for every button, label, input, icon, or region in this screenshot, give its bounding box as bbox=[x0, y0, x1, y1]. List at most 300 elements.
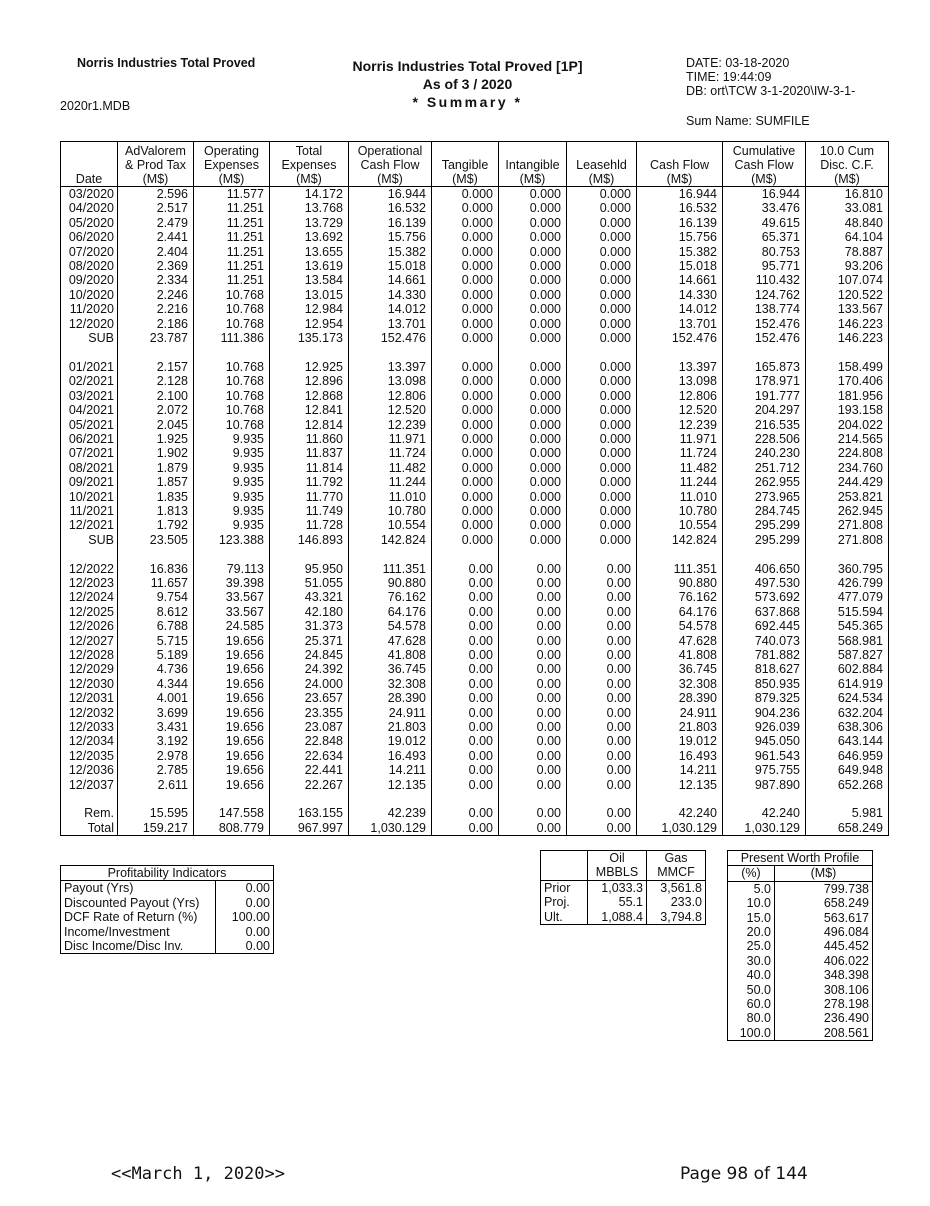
cell-value: 0.00 bbox=[499, 706, 567, 720]
cell-value: 0.00 bbox=[499, 590, 567, 604]
cell-value: 0.00 bbox=[432, 806, 499, 820]
cell-value: 95.771 bbox=[723, 259, 806, 273]
cell-value: 10.768 bbox=[194, 288, 270, 302]
table-row bbox=[61, 230, 889, 244]
cell-value: 2.785 bbox=[118, 763, 194, 777]
cell-value: 692.445 bbox=[723, 619, 806, 633]
cell-value: 646.959 bbox=[806, 749, 889, 763]
column-header-line: 10.0 Cum bbox=[819, 144, 875, 158]
row-date bbox=[61, 345, 118, 359]
cell-value: 36.745 bbox=[349, 662, 432, 676]
cell-value: 0.00 bbox=[499, 720, 567, 734]
cell-value: 13.701 bbox=[637, 317, 723, 331]
cell-value: 12.239 bbox=[637, 418, 723, 432]
table-row bbox=[61, 216, 889, 230]
column-header-line: Intangible bbox=[505, 158, 560, 172]
cell-value bbox=[194, 345, 270, 359]
cell-value: 0.00 bbox=[499, 821, 567, 836]
cell-value: 284.745 bbox=[723, 504, 806, 518]
row-date bbox=[61, 547, 118, 561]
cell-value bbox=[118, 547, 194, 561]
cell-value: 24.000 bbox=[270, 677, 349, 691]
column-header bbox=[349, 142, 432, 187]
sum-name: Sum Name: SUMFILE bbox=[686, 114, 810, 128]
present-worth-value: 308.106 bbox=[823, 982, 869, 997]
cell-value: 54.578 bbox=[349, 619, 432, 633]
cell-value: 191.777 bbox=[723, 389, 806, 403]
cell-value: 11.251 bbox=[194, 230, 270, 244]
cell-value: 11.814 bbox=[270, 461, 349, 475]
cell-value: 0.00 bbox=[499, 806, 567, 820]
row-date: 12/2032 bbox=[61, 706, 118, 720]
cell-value: 42.239 bbox=[349, 806, 432, 820]
table-row bbox=[61, 734, 889, 748]
cell-value: 0.00 bbox=[499, 648, 567, 662]
cell-value: 0.000 bbox=[567, 360, 637, 374]
row-date: 03/2020 bbox=[61, 187, 118, 202]
cell-value: 12.841 bbox=[270, 403, 349, 417]
cell-value: 0.000 bbox=[432, 259, 499, 273]
cell-value: 0.00 bbox=[432, 634, 499, 648]
cell-value: 781.882 bbox=[723, 648, 806, 662]
cell-value: 15.595 bbox=[118, 806, 194, 820]
cell-value: 0.00 bbox=[432, 576, 499, 590]
cell-value: 0.000 bbox=[432, 504, 499, 518]
profitability-title: Profitability Indicators bbox=[61, 866, 274, 881]
row-date: 10/2021 bbox=[61, 490, 118, 504]
cell-value: 740.073 bbox=[723, 634, 806, 648]
cell-value: 0.00 bbox=[499, 749, 567, 763]
row-date: Total bbox=[61, 821, 118, 836]
cell-value: 24.845 bbox=[270, 648, 349, 662]
reserves-label: Ult. bbox=[544, 909, 563, 924]
discount-rate: 5.0 bbox=[728, 881, 775, 896]
cell-value: 0.00 bbox=[567, 720, 637, 734]
cell-value: 961.543 bbox=[723, 749, 806, 763]
cell-value: 0.000 bbox=[499, 418, 567, 432]
cell-value: 2.441 bbox=[118, 230, 194, 244]
present-worth-value: 445.452 bbox=[823, 939, 869, 954]
cell-value: 28.390 bbox=[637, 691, 723, 705]
column-header-line: Disc. C.F. bbox=[820, 158, 874, 172]
profitability-row bbox=[61, 881, 274, 896]
cell-value: 14.012 bbox=[349, 302, 432, 316]
cell-value: 19.656 bbox=[194, 749, 270, 763]
column-header-line bbox=[639, 144, 720, 158]
column-header-line: Leasehld bbox=[576, 158, 627, 172]
cell-value: 19.656 bbox=[194, 677, 270, 691]
cell-value: 111.351 bbox=[349, 562, 432, 576]
cell-value bbox=[723, 345, 806, 359]
cell-value: 2.216 bbox=[118, 302, 194, 316]
cell-value: 0.000 bbox=[567, 245, 637, 259]
column-header-line: (M$) bbox=[296, 172, 322, 186]
cell-value: 0.000 bbox=[499, 216, 567, 230]
cell-value: 10.554 bbox=[349, 518, 432, 532]
cell-value: 147.558 bbox=[194, 806, 270, 820]
cell-value: 16.944 bbox=[637, 187, 723, 202]
cell-value: 0.000 bbox=[432, 360, 499, 374]
cell-value: 0.00 bbox=[432, 763, 499, 777]
cell-value: 2.128 bbox=[118, 374, 194, 388]
spacer-row bbox=[61, 547, 889, 561]
cell-value bbox=[349, 547, 432, 561]
row-date: 06/2020 bbox=[61, 230, 118, 244]
cell-value bbox=[270, 792, 349, 806]
cell-value: 42.240 bbox=[723, 806, 806, 820]
rate-header: (%) bbox=[728, 866, 775, 881]
present-worth-value: 278.198 bbox=[823, 997, 869, 1012]
cell-value: 2.157 bbox=[118, 360, 194, 374]
cell-value: 271.808 bbox=[806, 518, 889, 532]
cell-value: 0.00 bbox=[432, 605, 499, 619]
cell-value: 0.000 bbox=[499, 403, 567, 417]
gas-value: 3,561.8 bbox=[647, 880, 706, 895]
gas-unit: MMCF bbox=[647, 865, 706, 880]
cell-value: 10.768 bbox=[194, 374, 270, 388]
cell-value: 16.532 bbox=[349, 201, 432, 215]
cell-value: 146.223 bbox=[806, 317, 889, 331]
cell-value: 497.530 bbox=[723, 576, 806, 590]
cell-value: 10.780 bbox=[637, 504, 723, 518]
discount-rate: 100.0 bbox=[728, 1026, 775, 1041]
cell-value: 19.656 bbox=[194, 763, 270, 777]
cell-value bbox=[723, 792, 806, 806]
table-row bbox=[61, 273, 889, 287]
spacer-row bbox=[61, 345, 889, 359]
cell-value: 16.810 bbox=[806, 187, 889, 202]
indicator-value: 0.00 bbox=[245, 895, 270, 910]
cell-value: 658.249 bbox=[806, 821, 889, 836]
discount-rate: 30.0 bbox=[728, 954, 775, 968]
cell-value: 0.000 bbox=[567, 418, 637, 432]
row-date: 12/2022 bbox=[61, 562, 118, 576]
spacer-row bbox=[61, 792, 889, 806]
cell-value: 11.251 bbox=[194, 273, 270, 287]
oil-header: Oil bbox=[588, 851, 647, 866]
cell-value: 2.334 bbox=[118, 273, 194, 287]
cell-value: 0.000 bbox=[567, 302, 637, 316]
report-time: TIME: 19:44:09 bbox=[686, 70, 772, 84]
report-title-block bbox=[330, 57, 605, 111]
cell-value: 22.634 bbox=[270, 749, 349, 763]
cell-value: 146.223 bbox=[806, 331, 889, 345]
cell-value: 15.018 bbox=[349, 259, 432, 273]
cell-value: 0.00 bbox=[432, 734, 499, 748]
cell-value: 19.656 bbox=[194, 706, 270, 720]
cell-value: 51.055 bbox=[270, 576, 349, 590]
cell-value: 10.768 bbox=[194, 317, 270, 331]
cell-value: 0.000 bbox=[567, 490, 637, 504]
row-date: 12/2027 bbox=[61, 634, 118, 648]
cell-value: 23.787 bbox=[118, 331, 194, 345]
cell-value bbox=[499, 792, 567, 806]
column-header-line bbox=[501, 144, 564, 158]
table-row bbox=[61, 677, 889, 691]
row-date: 07/2021 bbox=[61, 446, 118, 460]
cell-value: 360.795 bbox=[806, 562, 889, 576]
row-date: 08/2020 bbox=[61, 259, 118, 273]
cell-value: 0.000 bbox=[499, 475, 567, 489]
cell-value: 13.397 bbox=[637, 360, 723, 374]
cell-value: 152.476 bbox=[723, 331, 806, 345]
cell-value: 587.827 bbox=[806, 648, 889, 662]
cell-value: 11.010 bbox=[349, 490, 432, 504]
cell-value: 0.00 bbox=[432, 778, 499, 792]
cell-value: 11.728 bbox=[270, 518, 349, 532]
cell-value: 158.499 bbox=[806, 360, 889, 374]
cell-value: 13.692 bbox=[270, 230, 349, 244]
cell-value: 0.000 bbox=[499, 245, 567, 259]
cell-value: 9.935 bbox=[194, 504, 270, 518]
row-date: 12/2025 bbox=[61, 605, 118, 619]
cell-value: 4.001 bbox=[118, 691, 194, 705]
cell-value: 11.251 bbox=[194, 259, 270, 273]
row-date: 03/2021 bbox=[61, 389, 118, 403]
cell-value: 5.981 bbox=[806, 806, 889, 820]
cell-value: 568.981 bbox=[806, 634, 889, 648]
cell-value: 19.656 bbox=[194, 778, 270, 792]
column-header-line: (M$) bbox=[142, 172, 169, 186]
cell-value: 0.00 bbox=[432, 720, 499, 734]
cell-value: 2.100 bbox=[118, 389, 194, 403]
cell-value: 9.935 bbox=[194, 461, 270, 475]
cell-value: 19.012 bbox=[349, 734, 432, 748]
cell-value: 33.567 bbox=[194, 590, 270, 604]
present-worth-row bbox=[728, 968, 873, 982]
cell-value: 12.896 bbox=[270, 374, 349, 388]
cell-value: 142.824 bbox=[349, 533, 432, 547]
cell-value: 16.493 bbox=[637, 749, 723, 763]
row-date: 12/2030 bbox=[61, 677, 118, 691]
table-row bbox=[61, 302, 889, 316]
cell-value: 22.848 bbox=[270, 734, 349, 748]
cell-value: 2.479 bbox=[118, 216, 194, 230]
table-row bbox=[61, 288, 889, 302]
cell-value: 0.000 bbox=[499, 259, 567, 273]
cell-value: 13.655 bbox=[270, 245, 349, 259]
cell-value: 159.217 bbox=[118, 821, 194, 836]
table-row bbox=[61, 720, 889, 734]
cell-value: 0.000 bbox=[567, 461, 637, 475]
cell-value: 0.00 bbox=[432, 706, 499, 720]
cell-value: 10.768 bbox=[194, 403, 270, 417]
row-date: Rem. bbox=[61, 806, 118, 820]
cell-value: 32.308 bbox=[349, 677, 432, 691]
cell-value: 4.344 bbox=[118, 677, 194, 691]
column-header-line: Total bbox=[295, 144, 323, 158]
cell-value bbox=[118, 792, 194, 806]
cell-value: 11.482 bbox=[349, 461, 432, 475]
table-row bbox=[61, 590, 889, 604]
row-date: 12/2024 bbox=[61, 590, 118, 604]
cell-value: 23.657 bbox=[270, 691, 349, 705]
cell-value: 0.00 bbox=[567, 706, 637, 720]
cell-value: 0.00 bbox=[499, 734, 567, 748]
cell-value: 80.753 bbox=[723, 245, 806, 259]
cell-value: 0.00 bbox=[432, 749, 499, 763]
cell-value: 24.585 bbox=[194, 619, 270, 633]
cell-value: 2.517 bbox=[118, 201, 194, 215]
gas-value: 233.0 bbox=[647, 895, 706, 909]
cell-value: 11.251 bbox=[194, 201, 270, 215]
present-worth-value: 406.022 bbox=[823, 953, 869, 968]
cell-value: 0.000 bbox=[499, 461, 567, 475]
cell-value: 0.00 bbox=[567, 677, 637, 691]
cell-value: 9.935 bbox=[194, 518, 270, 532]
row-date: 09/2020 bbox=[61, 273, 118, 287]
cell-value: 124.762 bbox=[723, 288, 806, 302]
cell-value: 1,030.129 bbox=[723, 821, 806, 836]
cell-value: 12.806 bbox=[637, 389, 723, 403]
cell-value: 0.000 bbox=[499, 490, 567, 504]
cell-value: 0.000 bbox=[499, 288, 567, 302]
cell-value: 13.584 bbox=[270, 273, 349, 287]
oil-value: 1,088.4 bbox=[588, 910, 647, 925]
cell-value: 11.577 bbox=[194, 187, 270, 202]
present-worth-profile-table bbox=[727, 850, 873, 1041]
table-row bbox=[61, 490, 889, 504]
database-file: 2020r1.MDB bbox=[60, 99, 131, 113]
table-row bbox=[61, 504, 889, 518]
cell-value: 624.534 bbox=[806, 691, 889, 705]
reserves-label: Prior bbox=[544, 880, 571, 895]
cell-value: 12.806 bbox=[349, 389, 432, 403]
cell-value: 193.158 bbox=[806, 403, 889, 417]
cell-value: 0.00 bbox=[499, 763, 567, 777]
profitability-indicators-table bbox=[60, 865, 274, 954]
indicator-value: 0.00 bbox=[245, 924, 270, 939]
table-row bbox=[61, 778, 889, 792]
cell-value: 19.656 bbox=[194, 691, 270, 705]
cell-value: 12.135 bbox=[637, 778, 723, 792]
cell-value: 295.299 bbox=[723, 533, 806, 547]
cell-value: 262.955 bbox=[723, 475, 806, 489]
cell-value: 9.935 bbox=[194, 490, 270, 504]
cell-value: 93.206 bbox=[806, 259, 889, 273]
column-header-line: Expenses bbox=[204, 158, 259, 172]
reserves-label: Proj. bbox=[544, 895, 570, 910]
cell-value: 47.628 bbox=[349, 634, 432, 648]
table-row bbox=[61, 432, 889, 446]
indicator-label: Income/Investment bbox=[61, 925, 216, 939]
cell-value: 21.803 bbox=[637, 720, 723, 734]
cell-value: 16.944 bbox=[349, 187, 432, 202]
table-row bbox=[61, 187, 889, 202]
cell-value: 2.045 bbox=[118, 418, 194, 432]
cell-value: 2.611 bbox=[118, 778, 194, 792]
cell-value bbox=[806, 547, 889, 561]
cell-value: 111.386 bbox=[194, 331, 270, 345]
cell-value: 146.893 bbox=[270, 533, 349, 547]
row-date: 12/2021 bbox=[61, 518, 118, 532]
table-row bbox=[61, 634, 889, 648]
cell-value: 0.000 bbox=[432, 446, 499, 460]
column-header bbox=[567, 142, 637, 187]
cell-value: 42.240 bbox=[637, 806, 723, 820]
cell-value: 9.754 bbox=[118, 590, 194, 604]
indicator-label: Disc Income/Disc Inv. bbox=[61, 939, 216, 954]
cell-value: 0.00 bbox=[432, 691, 499, 705]
column-header-line: (M$) bbox=[834, 172, 860, 186]
cell-value: 2.186 bbox=[118, 317, 194, 331]
row-date: 12/2020 bbox=[61, 317, 118, 331]
cell-value: 65.371 bbox=[723, 230, 806, 244]
cell-value: 244.429 bbox=[806, 475, 889, 489]
cash-flow-summary-table bbox=[60, 141, 889, 836]
cell-value: 0.00 bbox=[567, 763, 637, 777]
cell-value: 11.860 bbox=[270, 432, 349, 446]
column-header-line bbox=[63, 144, 115, 158]
row-date: 12/2031 bbox=[61, 691, 118, 705]
row-date: 12/2023 bbox=[61, 576, 118, 590]
cell-value bbox=[723, 547, 806, 561]
report-meta bbox=[686, 56, 855, 128]
cell-value: 13.098 bbox=[349, 374, 432, 388]
cell-value: 23.355 bbox=[270, 706, 349, 720]
gas-header: Gas bbox=[647, 851, 706, 866]
discount-rate: 80.0 bbox=[728, 1011, 775, 1025]
cell-value: 39.398 bbox=[194, 576, 270, 590]
cell-value: 515.594 bbox=[806, 605, 889, 619]
column-header-line: AdValorem bbox=[125, 144, 186, 158]
cell-value: 0.000 bbox=[567, 518, 637, 532]
cell-value: 0.000 bbox=[499, 317, 567, 331]
present-worth-row bbox=[728, 911, 873, 925]
cell-value: 3.431 bbox=[118, 720, 194, 734]
cell-value: 251.712 bbox=[723, 461, 806, 475]
column-header-line bbox=[63, 158, 115, 172]
cell-value: 1.813 bbox=[118, 504, 194, 518]
as-of-date: As of 3 / 2020 bbox=[422, 76, 513, 92]
table-row bbox=[61, 259, 889, 273]
cell-value: 9.935 bbox=[194, 432, 270, 446]
cell-value: 0.00 bbox=[567, 749, 637, 763]
present-worth-value: 799.738 bbox=[823, 881, 869, 896]
present-worth-row bbox=[728, 896, 873, 910]
cell-value: 11.724 bbox=[349, 446, 432, 460]
cell-value: 0.000 bbox=[499, 273, 567, 287]
cell-value: 0.00 bbox=[499, 605, 567, 619]
cell-value: 273.965 bbox=[723, 490, 806, 504]
cell-value: 12.925 bbox=[270, 360, 349, 374]
cell-value: 240.230 bbox=[723, 446, 806, 460]
cell-value: 204.297 bbox=[723, 403, 806, 417]
cell-value: 879.325 bbox=[723, 691, 806, 705]
cell-value: 21.803 bbox=[349, 720, 432, 734]
report-title: Norris Industries Total Proved [1P] bbox=[352, 58, 583, 74]
footer-date: <<March 1, 2020>> bbox=[111, 1164, 285, 1184]
gas-value: 3,794.8 bbox=[647, 910, 706, 925]
cell-value bbox=[349, 345, 432, 359]
table-row bbox=[61, 360, 889, 374]
table-row bbox=[61, 446, 889, 460]
column-header-line: (M$) bbox=[218, 172, 245, 186]
cell-value: 649.948 bbox=[806, 763, 889, 777]
cell-value: 0.000 bbox=[499, 432, 567, 446]
cell-value: 33.081 bbox=[806, 201, 889, 215]
cell-value: 0.000 bbox=[432, 374, 499, 388]
cell-value: 808.779 bbox=[194, 821, 270, 836]
cell-value: 602.884 bbox=[806, 662, 889, 676]
cell-value: 13.015 bbox=[270, 288, 349, 302]
cell-value: 643.144 bbox=[806, 734, 889, 748]
reserves-row bbox=[541, 910, 706, 925]
cell-value: 0.00 bbox=[567, 590, 637, 604]
row-date: 05/2020 bbox=[61, 216, 118, 230]
cell-value: 152.476 bbox=[349, 331, 432, 345]
cell-value: 545.365 bbox=[806, 619, 889, 633]
